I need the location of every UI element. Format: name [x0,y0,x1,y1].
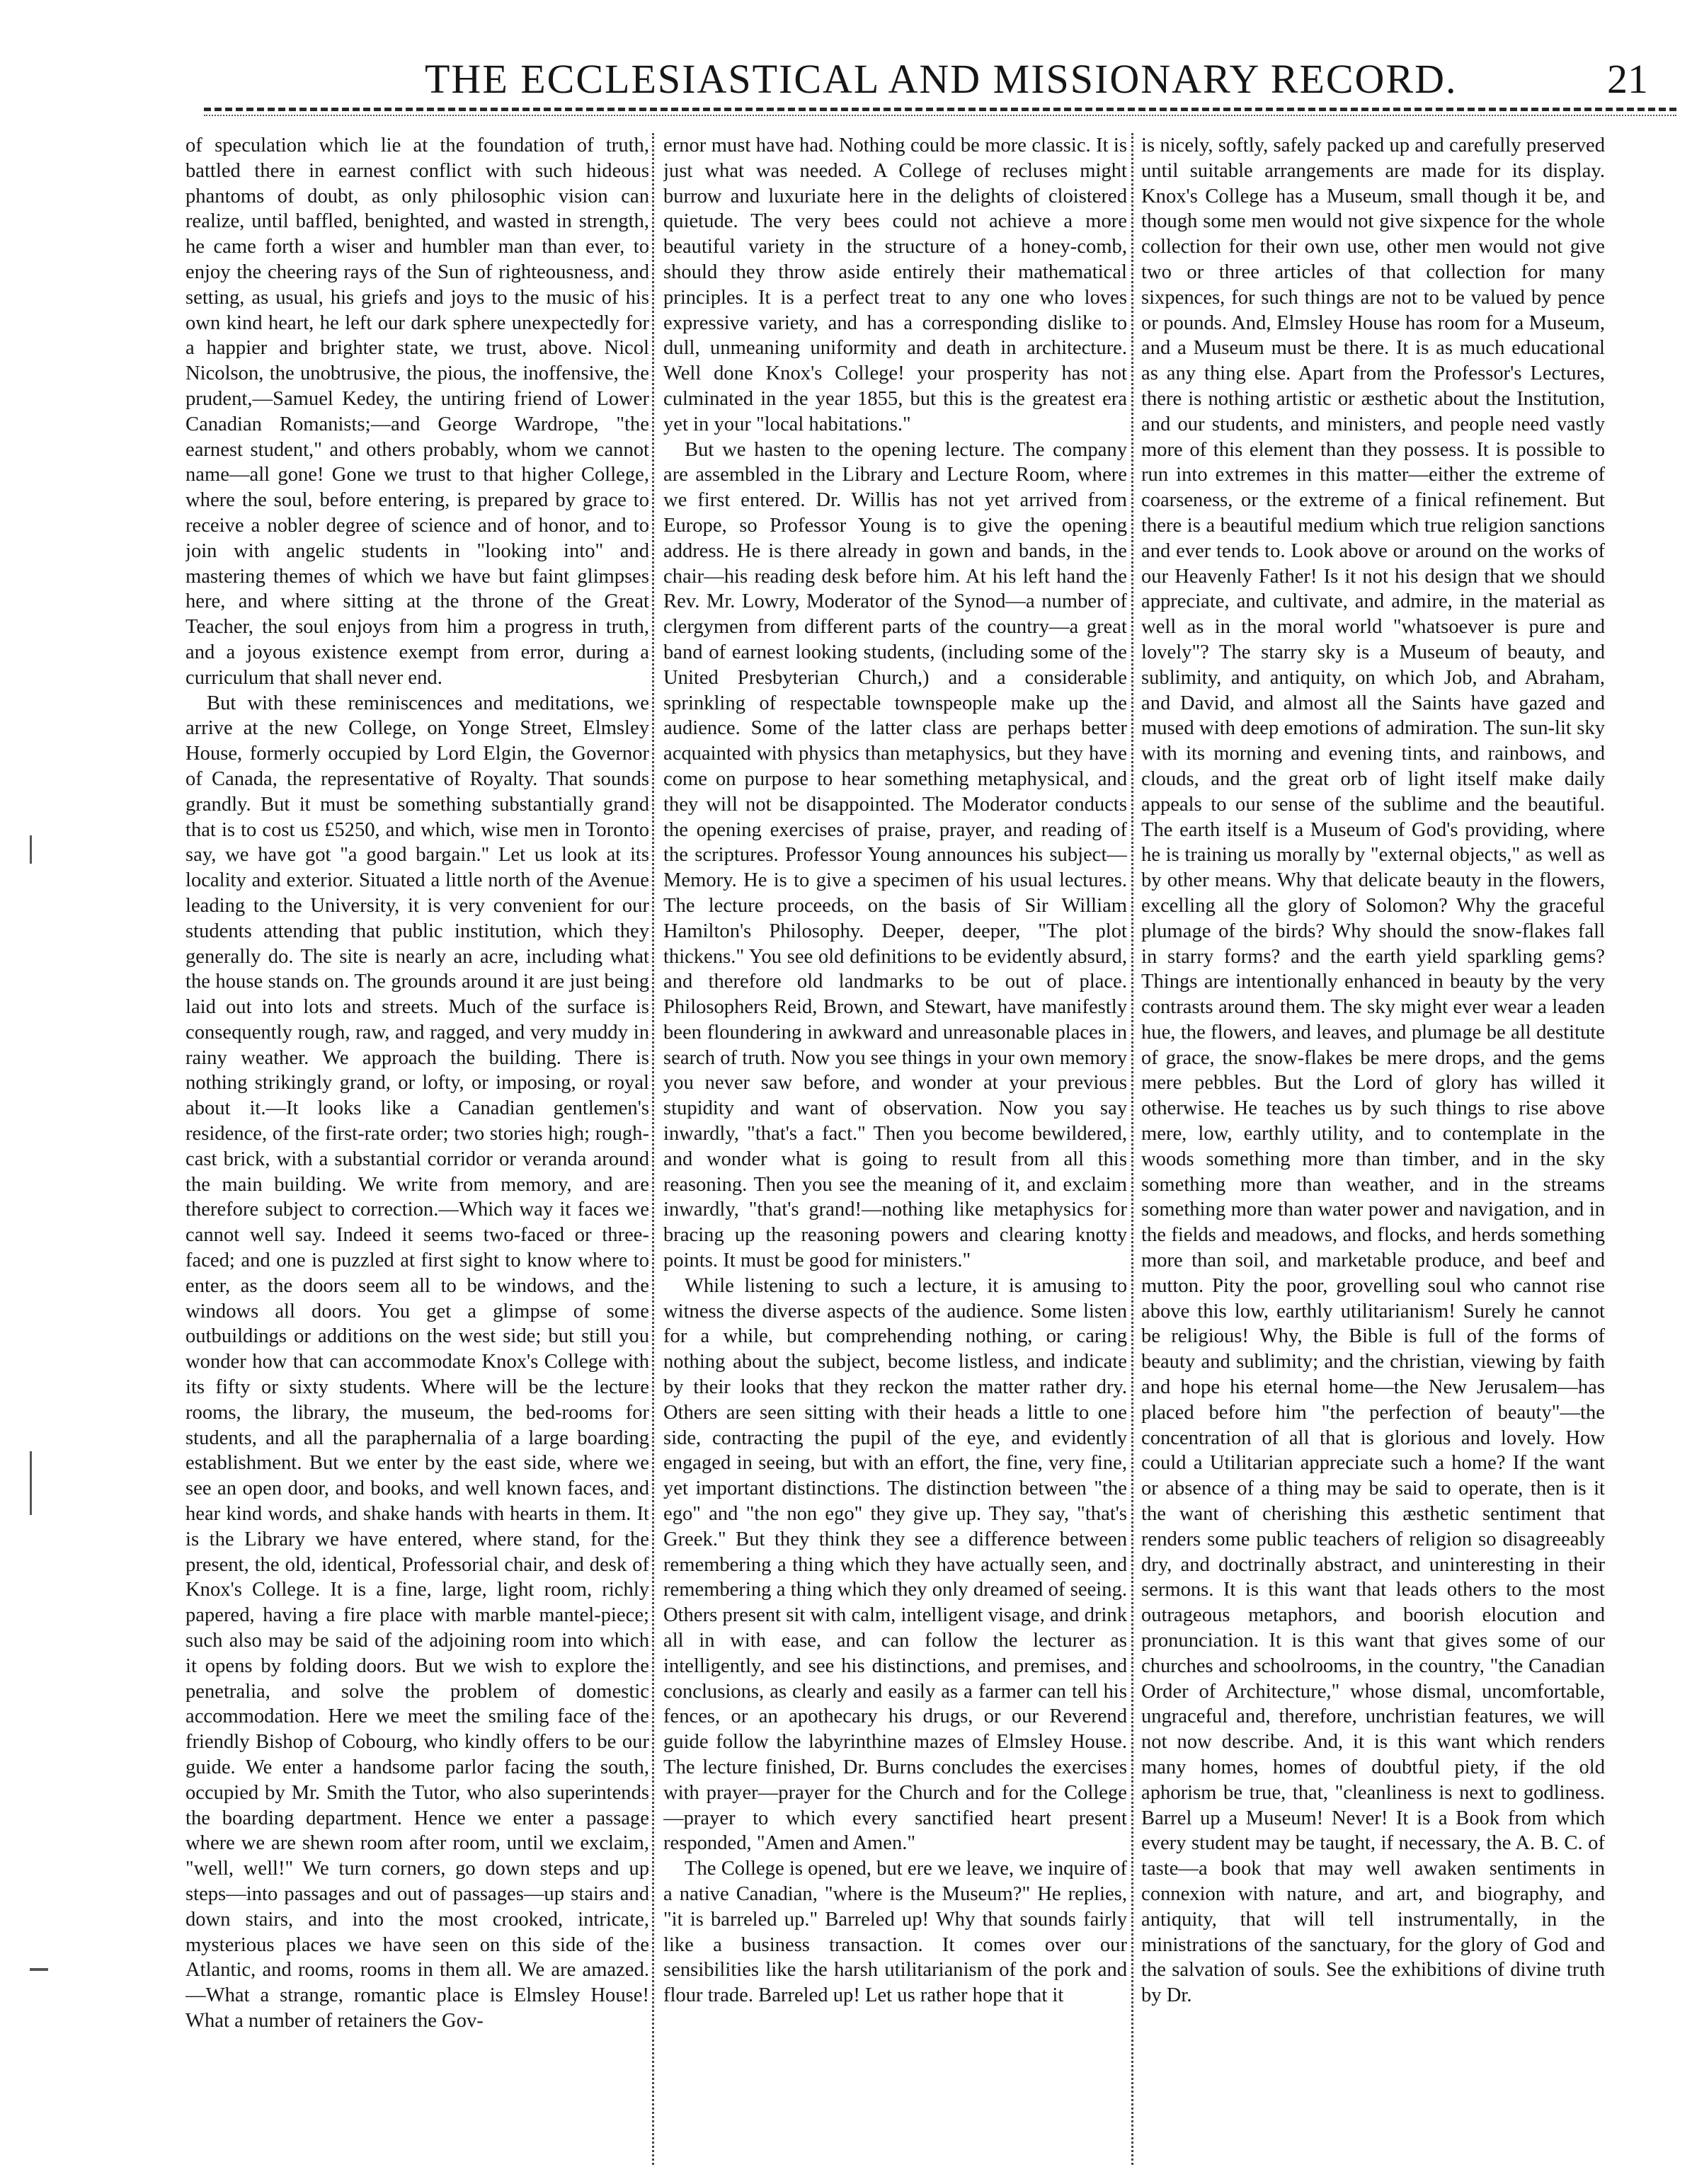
text-column-1 [185,133,649,2165]
page-number: 21 [1607,56,1648,102]
paragraph: But we hasten to the opening lecture. The company are assembled in the Library and Lecture Room, where we first entered. Dr. Willis has not yet arrived from Europe, so Professor Young is to give the opening address. He is there already in gown and bands, in the chair—his reading desk before him. At his left hand the Rev. Mr. Lowry, Moderator of the Synod—a number of clergymen from different parts of the country—a great band of earnest looking students, (including some of the United Presbyterian Church,) and a considerable sprinkling of respectable townspeople make up the audience. Some of the latter class are perhaps better acquainted with physics than metaphysics, but they have come on purpose to hear something metaphysical, and they will not be disappointed. The Moderator conducts the opening exercises of praise, prayer, and reading of the scriptures. Professor Young announces his subject—Memory. He is to give a specimen of his usual lectures. The lecture proceeds, on the basis of Sir William Hamilton's Philosophy. Deeper, deeper, "The plot thickens." You see old definitions to be evidently absurd, and therefore old landmarks to be out of place. Philosophers Reid, Brown, and Stewart, have manifestly been floundering in awkward and unreasonable places in search of truth. Now you see things in your own memory you never saw before, and wonder at your previous stupidity and want of observation. Now you say inwardly, "that's a fact." Then you become bewildered, and wonder what is going to result from all this reasoning. Then you see the meaning of it, and exclaim inwardly, "that's grand!—nothing like metaphysics for bracing up the reasoning powers and clearing knotty points. It must be good for ministers." [663,438,1127,1272]
running-title: THE ECCLESIASTICAL AND MISSIONARY RECORD. [425,56,1458,102]
column-divider [652,133,654,2165]
header-rule-secondary [204,115,1676,116]
paragraph: ernor must have had. Nothing could be more classic. It is just what was needed. A College of recluses might burrow and luxuriate here in the delights of cloistered quietude. The very bees could not achieve a more beautiful variety in the structure of a honey-comb, should they throw aside entirely their mathematical principles. It is a perfect treat to any one who loves expressive variety, and has a corresponding dislike to dull, unmeaning uniformity and death in architecture. Well done Knox's College! your prosperity has not culminated in the year 1855, but this is the greatest era yet in your "local habitations." [663,135,1127,435]
page-header [0,0,1692,127]
paragraph: of speculation which lie at the foundation of truth, battled there in earnest conflict with such hideous phantoms of doubt, as only philosophic vision can realize, until baffled, benighted, and wasted in strength, he came forth a wiser and humbler man than ever, to enjoy the cheering rays of the Sun of righteousness, and setting, as usual, his griefs and joys to the music of his own kind heart, he left our dark sphere unexpectedly for a happier and brighter state, we trust, above. Nicol Nicolson, the unobtrusive, the pious, the inoffensive, the prudent,—Samuel Kedey, the untiring friend of Lower Canadian Romanists;—and George Wardrope, "the earnest student," and others probably, whom we cannot name—all gone! Gone we trust to that higher College, where the soul, before entering, is prepared by grace to receive a nobler degree of science and of honor, and to join with angelic students in "looking into" and mastering themes of which we have but faint glimpses here, and where sitting at the throne of the Great Teacher, the soul enjoys from him a progress in truth, and a joyous existence exempt from error, during a curriculum that shall never end. [185,135,649,689]
paragraph: While listening to such a lecture, it is amusing to witness the diverse aspects of the audience. Some listen for a while, but comprehending nothing, or caring nothing about the subject, become listless, and indicate by their looks that they reckon the matter rather dry. Others are seen sitting with their heads a little to one side, contracting the pupil of the eye, and evidently engaged in seeing, but with an effort, the fine, very fine, yet important distinctions. The distinction between "the ego" and "the non ego" they give up. They say, "that's Greek." But they think they see a difference between remembering a thing which they have actually seen, and remembering a thing which they only dreamed of seeing. Others present sit with calm, intelligent visage, and drink all in with ease, and can follow the lecturer as intelligently, and see his distinctions, and premises, and conclusions, as clearly and easily as a farmer can tell his fences, or an apothecary his drugs, or our Reverend guide follow the labyrinthine mazes of Elmsley House. The lecture finished, Dr. Burns concludes the exercises with prayer—prayer for the Church and for the College—prayer to which every sanctified heart present responded, "Amen and Amen." [663,1274,1127,1855]
margin-mark [30,835,32,864]
margin-mark [30,1451,32,1515]
text-column-2 [663,133,1127,2165]
paragraph: But with these reminiscences and meditations, we arrive at the new College, on Yonge Street, Elmsley House, formerly occupied by Lord Elgin, the Governor of Canada, the representative of Royalty. That sounds grandly. But it must be something substantially grand that is to cost us £5250, and which, wise men in Toronto say, we have got "a good bargain." Let us look at its locality and exterior. Situated a little north of the Avenue leading to the University, it is very convenient for our students attending that public institution, which they generally do. The site is nearly an acre, including what the house stands on. The grounds around it are just being laid out into lots and streets. Much of the surface is consequently rough, raw, and ragged, and very muddy in rainy weather. We approach the building. There is nothing strikingly grand, or lofty, or imposing, or royal about it.—It looks like a Canadian gentlemen's residence, of the first-rate order; two stories high; rough-cast brick, with a substantial corridor or veranda around the main building. We write from memory, and are therefore subject to correction.—Which way it faces we cannot well say. Indeed it seems two-faced or three-faced; and one is puzzled at first sight to know where to enter, as the doors seem all to be windows, and the windows all doors. You get a glimpse of some outbuildings or additions on the west side; but still you wonder how that can accommodate Knox's College with its fifty or sixty students. Where will be the lecture rooms, the library, the museum, the bed-rooms for students, and all the paraphernalia of a large boarding establishment. But we enter by the east side, where we see an open door, and books, and well known faces, and hear kind words, and shake hands with hearts in them. It is the Library we have entered, where stand, for the present, the old, identical, Professorial chair, and desk of Knox's College. It is a fine, large, light room, richly papered, having a fire place with marble mantel-piece; such also may be said of the adjoining room into which it opens by folding doors. But we wish to explore the penetralia, and solve the problem of domestic accommodation. Here we meet the smiling face of the friendly Bishop of Cobourg, who kindly offers to be our guide. We enter a handsome parlor facing the south, occupied by Mr. Smith the Tutor, who also superintends the boarding department. Hence we enter a passage where we are shewn room after room, until we exclaim, "well, well!" We turn corners, go down steps and up steps—into passages and out of passages—up stairs and down stairs, and into the most crooked, intricate, mysterious places we have seen on this side of the Atlantic, and rooms, rooms in them all. We are amazed.—What a strange, romantic place is Elmsley House! What a number of retainers the Gov- [185,692,649,2032]
paragraph: The College is opened, but ere we leave, we inquire of a native Canadian, "where is the Museum?" He replies, "it is barreled up." Barreled up! Why that sounds fairly like a business transaction. It comes over our sensibilities like the harsh utilitarianism of the pork and flour trade. Barreled up! Let us rather hope that it [663,1858,1127,2007]
header-rule [204,108,1676,111]
margin-mark [30,1968,48,1971]
column-divider [1131,133,1133,2165]
text-column-3 [1141,133,1605,2165]
paragraph: is nicely, softly, safely packed up and carefully preserved until suitable arrangements are made for its display. Knox's College has a Museum, small though it be, and though some men would not give sixpence for the whole collection for their own use, other men would not give two or three articles of that collection for many sixpences, for such things are not to be valued by pence or pounds. And, Elmsley House has room for a Museum, and a Museum must be there. It is as much educational as any thing else. Apart from the Professor's Lectures, there is nothing artistic or æsthetic about the Institution, and our students, and ministers, and people need vastly more of this element than they possess. It is possible to run into extremes in this matter—either the extreme of coarseness, or the extreme of a finical refinement. But there is a beautiful medium which true religion sanctions and ever tends to. Look above or around on the works of our Heavenly Father! Is it not his design that we should appreciate, and cultivate, and admire, in the material as well as in the moral world "whatsoever is pure and lovely"? The starry sky is a Museum of beauty, and sublimity, and antiquity, on which Job, and Abraham, and David, and almost all the Saints have gazed and mused with deep emotions of admiration. The sun-lit sky with its morning and evening tints, and rainbows, and clouds, and the great orb of light itself make daily appeals to our sense of the sublime and the beautiful. The earth itself is a Museum of God's providing, where he is training us morally by "external objects," as well as by other means. Why that delicate beauty in the flowers, excelling all the glory of Solomon? Why the graceful plumage of the birds? Why should the snow-flakes fall in starry forms? and the earth yield sparkling gems? Things are intentionally enhanced in beauty by the very contrasts around them. The sky might ever wear a leaden hue, the flowers, and leaves, and plumage be all destitute of grace, the snow-flakes be mere drops, and the gems mere pebbles. But the Lord of glory has willed it otherwise. He teaches us by such things to rise above mere, low, earthly utility, and to contemplate in the woods something more than timber, and in the sky something more than weather, and in the streams something more than water power and navigation, and in the fields and meadows, and flocks, and herds something more than soil, and marketable produce, and beef and mutton. Pity the poor, grovelling soul who cannot rise above this low, earthly utilitarianism! Surely he cannot be religious! Why, the Bible is full of the forms of beauty and sublimity; and the christian, viewing by faith and hope his eternal home—the New Jerusalem—has placed before him "the perfection of beauty"—the concentration of all that is glorious and lovely. How could a Utilitarian appreciate such a home? If the want or absence of a thing may be said to operate, then is it the want of cherishing this æsthetic sentiment that renders some public teachers of religion so disagreeably dry, and doctrinally abstract, and uninteresting in their sermons. It is this want that leads others to the most outrageous metaphors, and boorish elocution and pronunciation. It is this want that gives some of our churches and schoolrooms, in the country, "the Canadian Order of Architecture," whose dismal, uncomfortable, ungraceful and, therefore, unchristian features, we will not now describe. And, it is this want which renders many homes, homes of doubtful piety, if the old aphorism be true, that, "cleanliness is next to godliness. Barrel up a Museum! Never! It is a Book from which every student may be taught, if necessary, the A. B. C. of taste—a book that may well awaken sentiments in connexion with nature, and art, and biography, and antiquity, that will tell instrumentally, in the ministrations of the sanctuary, for the glory of God and the salvation of souls. See the exhibitions of divine truth by Dr. [1141,135,1605,2007]
